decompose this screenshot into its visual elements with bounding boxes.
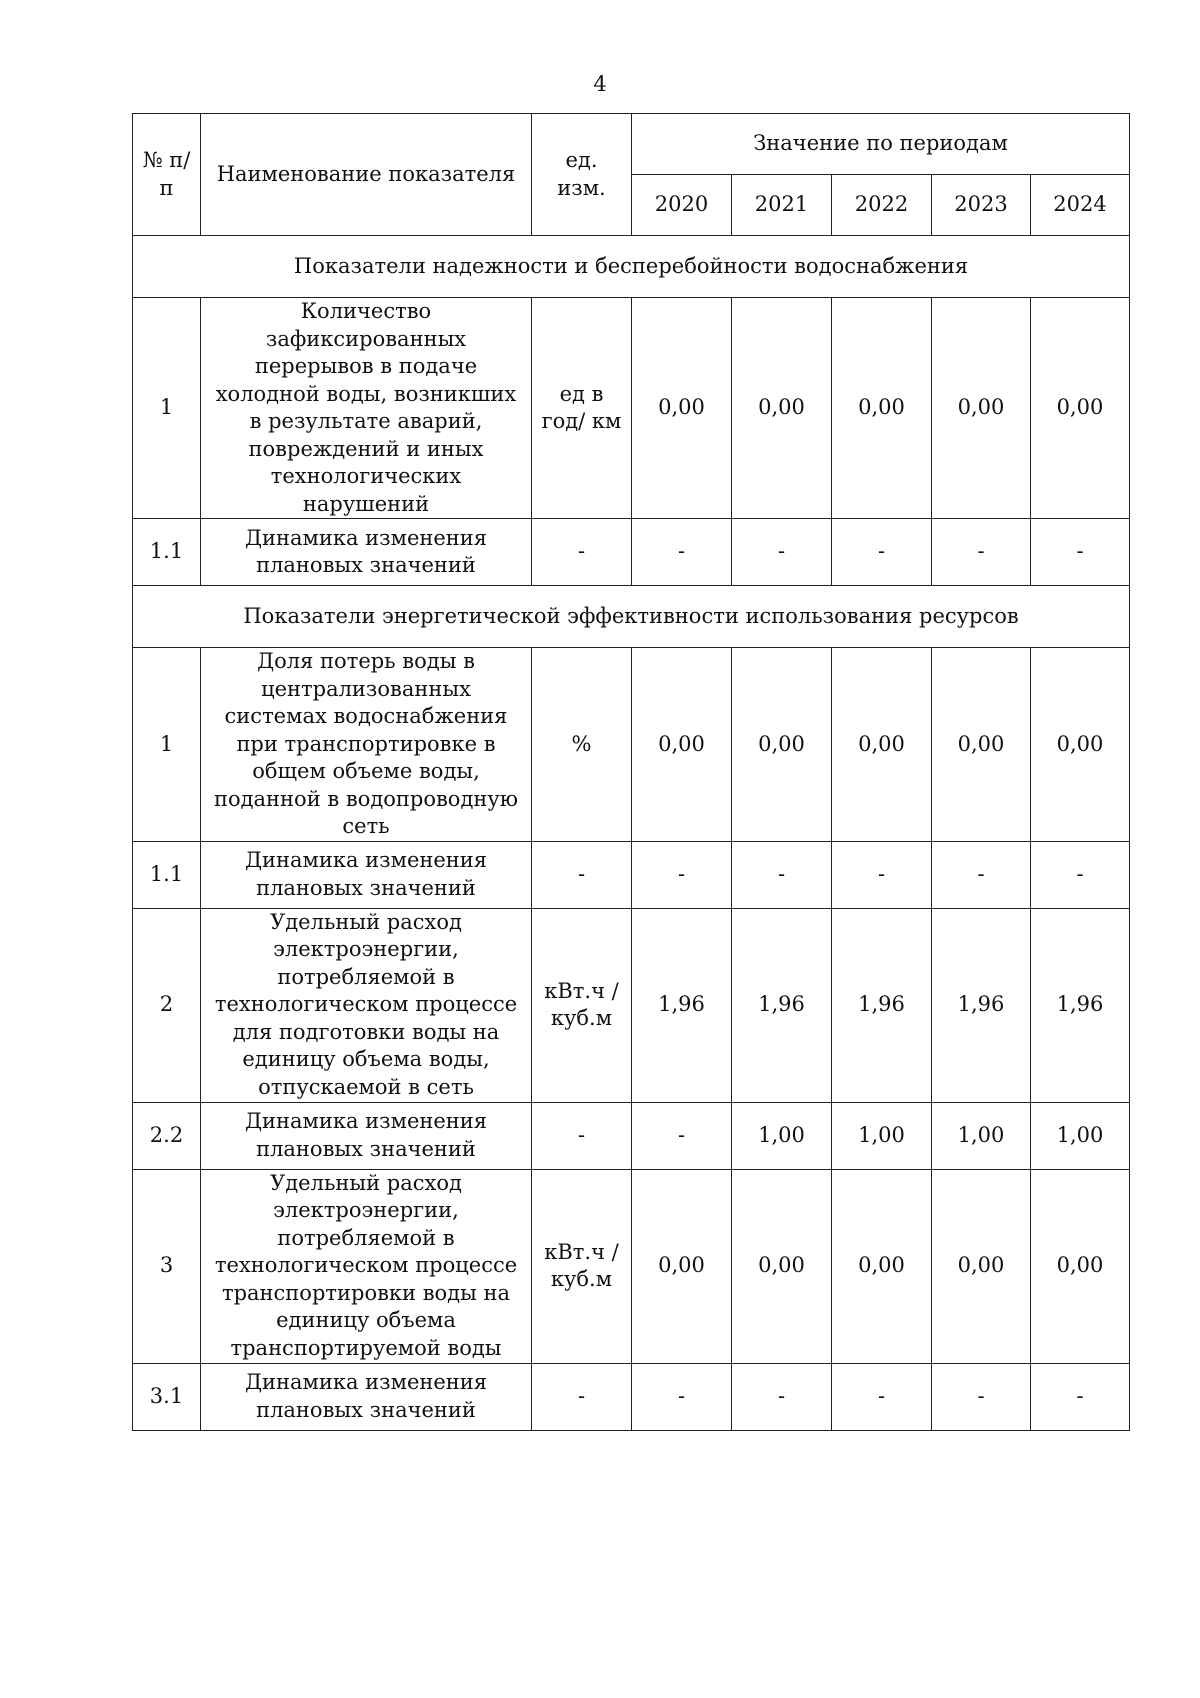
row-value: 0,00 (732, 1169, 832, 1363)
row-value: 0,00 (832, 298, 932, 519)
row-value: 0,00 (732, 648, 832, 842)
row-value: - (732, 1363, 832, 1430)
row-value: 0,00 (832, 1169, 932, 1363)
row-value: 0,00 (932, 648, 1031, 842)
row-unit: ед в год/ км (532, 298, 632, 519)
row-value: 0,00 (732, 298, 832, 519)
section-title: Показатели энергетической эффективности использования ресурсов (133, 586, 1130, 648)
page-number: 4 (593, 72, 607, 96)
row-value: - (832, 519, 932, 586)
row-unit: кВт.ч / куб.м (532, 908, 632, 1102)
row-value: - (632, 1363, 732, 1430)
row-num: 2 (133, 908, 201, 1102)
row-value: 1,96 (632, 908, 732, 1102)
header-periods: Значение по периодам (632, 114, 1130, 175)
row-num: 1.1 (133, 841, 201, 908)
row-value: 0,00 (932, 1169, 1031, 1363)
row-num: 1 (133, 298, 201, 519)
table-row (133, 841, 1130, 908)
row-value: 1,00 (732, 1102, 832, 1169)
table-row (133, 1102, 1130, 1169)
row-unit: - (532, 1102, 632, 1169)
row-name: Доля потерь воды в централизованных системах водоснабжения при транспортировке в общем объеме воды, поданной в водопроводную сеть (201, 648, 532, 842)
row-value: 1,00 (1031, 1102, 1130, 1169)
row-value: 1,96 (1031, 908, 1130, 1102)
row-name: Количество зафиксированных перерывов в подаче холодной воды, возникших в результате аварий, повреждений и иных технологических нарушений (201, 298, 532, 519)
indicators-table (132, 113, 1130, 1431)
row-name: Динамика изменения плановых значений (201, 519, 532, 586)
row-value: - (932, 1363, 1031, 1430)
table-row (133, 908, 1130, 1102)
row-value: - (832, 841, 932, 908)
row-value: 0,00 (932, 298, 1031, 519)
table-row (133, 298, 1130, 519)
row-value: - (732, 519, 832, 586)
row-unit: - (532, 1363, 632, 1430)
row-value: - (732, 841, 832, 908)
row-name: Динамика изменения плановых значений (201, 841, 532, 908)
row-value: 1,00 (932, 1102, 1031, 1169)
row-unit: % (532, 648, 632, 842)
table-row (133, 519, 1130, 586)
row-num: 1 (133, 648, 201, 842)
row-name: Удельный расход электроэнергии, потребляемой в технологическом процессе транспортировки воды на единицу объема транспортируемой воды (201, 1169, 532, 1363)
row-value: - (932, 519, 1031, 586)
row-num: 3.1 (133, 1363, 201, 1430)
table-row (133, 1363, 1130, 1430)
row-value: 1,00 (832, 1102, 932, 1169)
header-unit: ед. изм. (532, 114, 632, 236)
row-unit: - (532, 519, 632, 586)
section-row (133, 236, 1130, 298)
row-value: 1,96 (832, 908, 932, 1102)
row-num: 2.2 (133, 1102, 201, 1169)
section-title: Показатели надежности и бесперебойности водоснабжения (133, 236, 1130, 298)
table-row (133, 648, 1130, 842)
header-year: 2021 (732, 175, 832, 236)
header-name: Наименование показателя (201, 114, 532, 236)
row-value: - (632, 841, 732, 908)
row-value: - (1031, 1363, 1130, 1430)
row-num: 3 (133, 1169, 201, 1363)
row-value: 0,00 (1031, 1169, 1130, 1363)
row-name: Удельный расход электроэнергии, потребляемой в технологическом процессе для подготовки воды на единицу объема воды, отпускаемой в сеть (201, 908, 532, 1102)
row-value: 0,00 (1031, 648, 1130, 842)
header-year: 2023 (932, 175, 1031, 236)
row-value: - (932, 841, 1031, 908)
header-year: 2022 (832, 175, 932, 236)
row-value: 0,00 (632, 1169, 732, 1363)
section-row (133, 586, 1130, 648)
row-value: 1,96 (932, 908, 1031, 1102)
row-value: 0,00 (632, 648, 732, 842)
row-name: Динамика изменения плановых значений (201, 1363, 532, 1430)
row-value: - (632, 519, 732, 586)
header-num: № п/п (133, 114, 201, 236)
row-unit: кВт.ч / куб.м (532, 1169, 632, 1363)
row-value: 0,00 (1031, 298, 1130, 519)
row-value: - (632, 1102, 732, 1169)
table-row (133, 1169, 1130, 1363)
header-year: 2020 (632, 175, 732, 236)
row-num: 1.1 (133, 519, 201, 586)
row-name: Динамика изменения плановых значений (201, 1102, 532, 1169)
row-value: - (832, 1363, 932, 1430)
row-value: 0,00 (832, 648, 932, 842)
header-year: 2024 (1031, 175, 1130, 236)
row-unit: - (532, 841, 632, 908)
row-value: 1,96 (732, 908, 832, 1102)
row-value: 0,00 (632, 298, 732, 519)
row-value: - (1031, 519, 1130, 586)
row-value: - (1031, 841, 1130, 908)
